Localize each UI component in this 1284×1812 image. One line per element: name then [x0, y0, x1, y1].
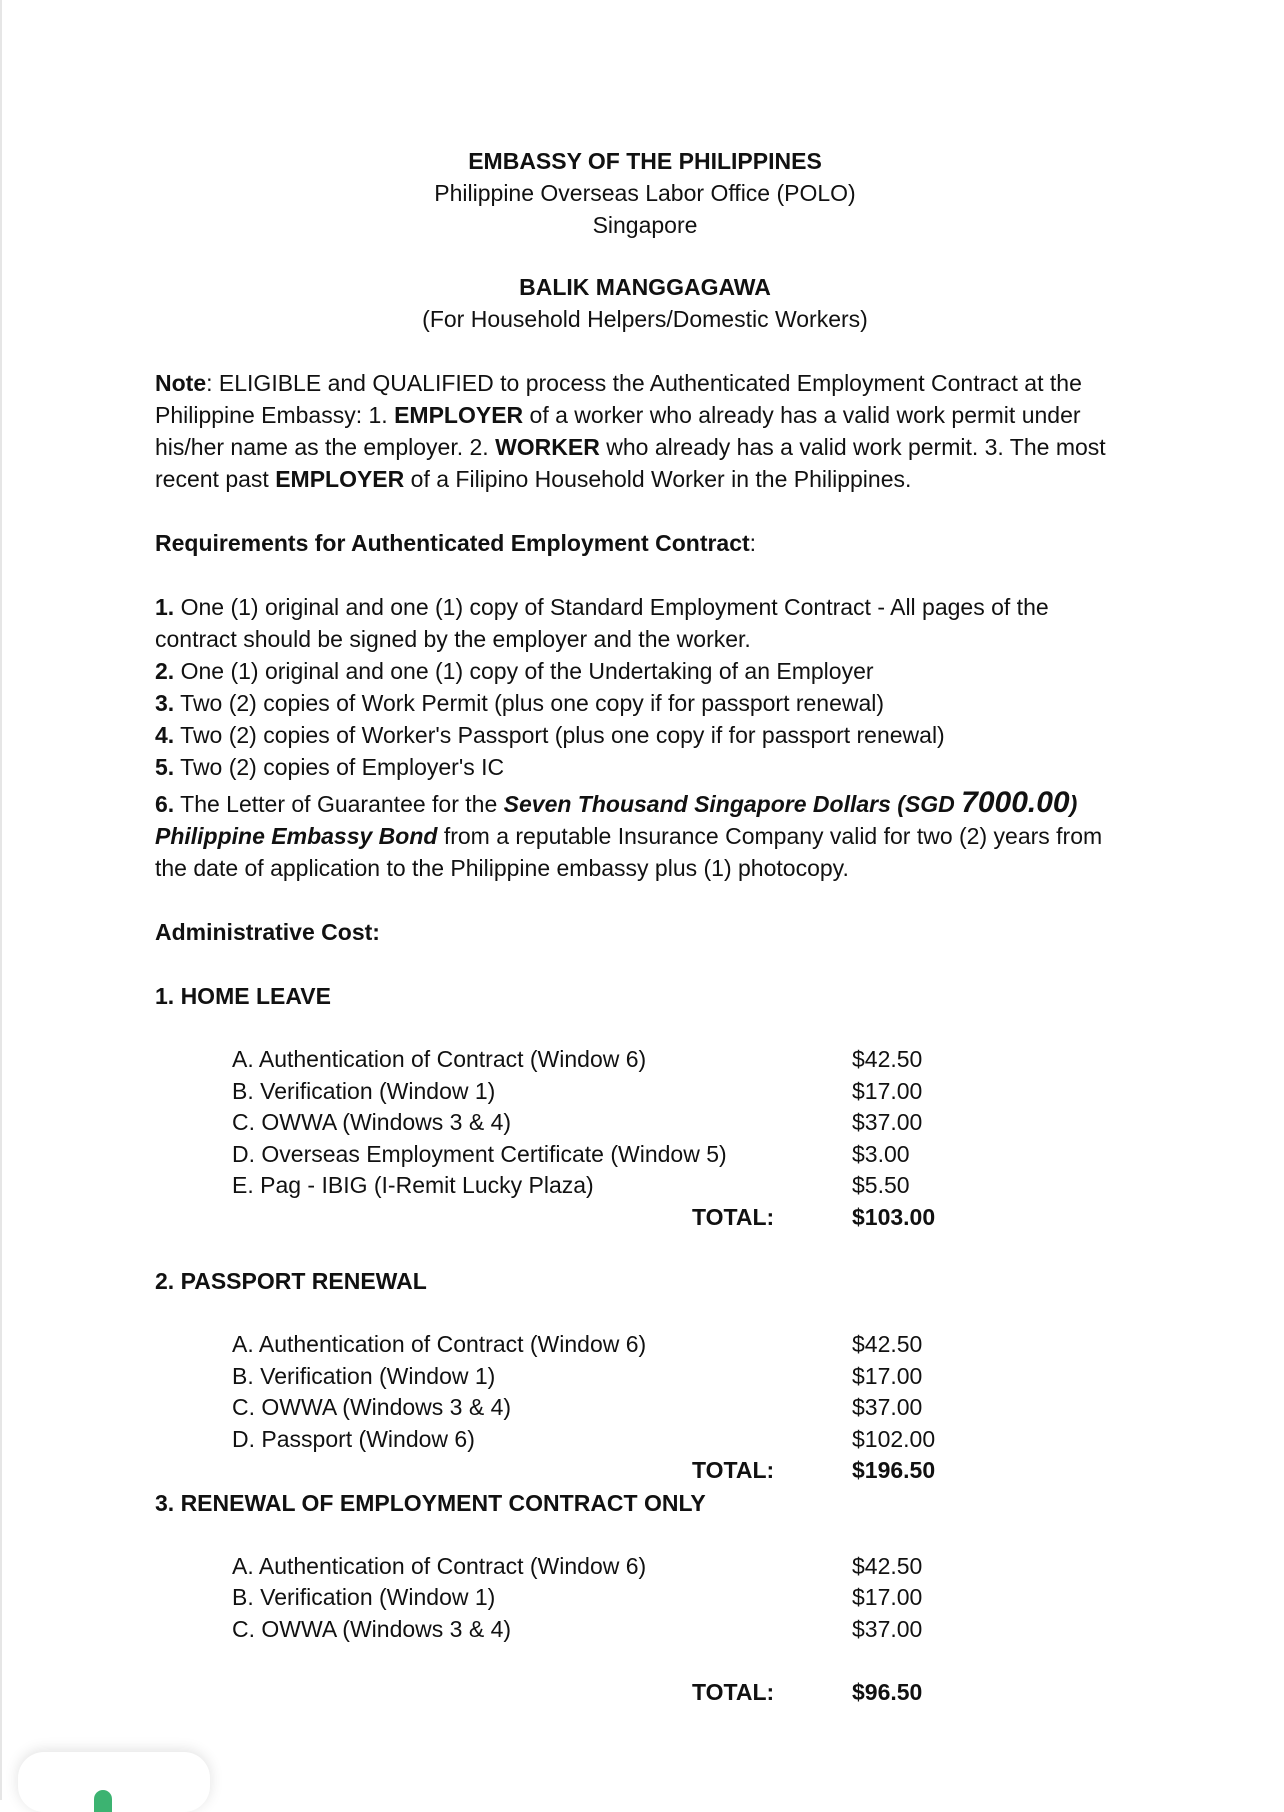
table-row	[232, 1361, 1012, 1393]
total-label: TOTAL:	[692, 1203, 775, 1230]
cost-amount: $102.00	[852, 1425, 936, 1452]
table-row	[232, 1551, 1012, 1583]
note-worker: WORKER	[495, 434, 600, 460]
cost-amount: $17.00	[852, 1077, 923, 1104]
list-item	[155, 751, 1135, 783]
table-row	[232, 1107, 1012, 1139]
city-name: Singapore	[592, 212, 698, 238]
total-amount: $103.00	[852, 1203, 936, 1230]
item-number: 5.	[155, 754, 175, 780]
list-item	[155, 687, 1135, 719]
cost-amount: $3.00	[852, 1140, 910, 1167]
note-text: of a Filipino Household Worker in the Philippines.	[404, 466, 912, 492]
item-number: 2.	[155, 658, 175, 684]
item-text: Two (2) copies of Worker's Passport (plus one copy if for passport renewal)	[174, 722, 945, 748]
table-row	[232, 1614, 1012, 1646]
cost-label: C. OWWA (Windows 3 & 4)	[232, 1109, 512, 1135]
table-row	[232, 1329, 1012, 1361]
item-number: 3.	[155, 690, 175, 716]
note-employer: EMPLOYER	[275, 466, 405, 492]
cost-amount: $42.50	[852, 1331, 923, 1357]
item-text: One (1) original and one (1) copy of the Undertaking of an Employer	[174, 658, 874, 684]
note-text: who already has a valid work permit. 3. The most recent past	[155, 434, 1106, 492]
table-row	[232, 1424, 1012, 1456]
cost-label: A. Authentication of Contract (Window 6)	[232, 1552, 647, 1579]
page-edge	[0, 0, 2, 1800]
bond-amount: 7000.00	[961, 786, 1070, 819]
cost-label: E. Pag - IBIG (I-Remit Lucky Plaza)	[232, 1172, 594, 1198]
cost-table	[232, 1044, 1012, 1233]
cost-amount: $37.00	[852, 1615, 923, 1642]
program-title: BALIK MANGGAGAWA	[519, 274, 771, 300]
cost-label: B. Verification (Window 1)	[232, 1077, 496, 1104]
requirements-heading-text: Requirements for Authenticated Employment Contract	[155, 530, 750, 556]
section-title: 3. RENEWAL OF EMPLOYMENT CONTRACT ONLY	[155, 1489, 706, 1516]
table-row	[232, 1392, 1012, 1424]
bond-amount-close: )	[1069, 791, 1078, 817]
app-logo-icon	[94, 1790, 112, 1812]
note-label: Note	[155, 370, 207, 396]
floating-chat-button[interactable]	[18, 1752, 210, 1812]
list-item	[155, 719, 1135, 751]
cost-amount: $42.50	[852, 1046, 923, 1072]
total-label: TOTAL:	[692, 1678, 775, 1705]
cost-label: A. Authentication of Contract (Window 6)	[232, 1331, 647, 1357]
admin-cost-heading: Administrative Cost:	[155, 919, 380, 945]
list-item	[155, 591, 1135, 655]
item-number: 4.	[155, 722, 175, 748]
requirements-list	[155, 591, 1135, 884]
total-row	[232, 1455, 1012, 1487]
cost-label: C. OWWA (Windows 3 & 4)	[232, 1615, 512, 1642]
cost-label: B. Verification (Window 1)	[232, 1584, 496, 1610]
item-text: Two (2) copies of Work Permit (plus one copy if for passport renewal)	[174, 690, 885, 716]
cost-table	[232, 1329, 1012, 1487]
table-row	[232, 1044, 1012, 1076]
cost-amount: $37.00	[852, 1394, 923, 1420]
note-text: of a worker who already has a valid work permit under his/her name as the employer. 2.	[155, 402, 1081, 460]
requirements-heading	[155, 527, 1135, 559]
section-title: 1. HOME LEAVE	[155, 983, 331, 1009]
cost-amount: $42.50	[852, 1552, 923, 1579]
total-row	[232, 1202, 1012, 1234]
document-header	[155, 145, 1135, 335]
total-label: TOTAL:	[692, 1457, 775, 1483]
embassy-title: EMBASSY OF THE PHILIPPINES	[468, 148, 822, 174]
cost-table	[232, 1551, 1012, 1709]
table-row	[232, 1170, 1012, 1202]
table-row	[232, 1076, 1012, 1108]
total-row	[232, 1677, 1012, 1709]
cost-amount: $5.50	[852, 1172, 910, 1198]
total-amount: $96.50	[852, 1678, 923, 1705]
eligibility-note	[155, 367, 1135, 495]
bond-amount-text: Seven Thousand Singapore Dollars (SGD	[503, 791, 962, 817]
program-audience: (For Household Helpers/Domestic Workers)	[422, 306, 868, 332]
cost-label: D. Overseas Employment Certificate (Window 5)	[232, 1140, 727, 1167]
item-number: 1.	[155, 594, 175, 620]
cost-label: C. OWWA (Windows 3 & 4)	[232, 1394, 512, 1420]
note-text: : ELIGIBLE and QUALIFIED to process the Authenticated Employment Contract at the Philippine Embassy: 1.	[155, 370, 1082, 428]
cost-amount: $17.00	[852, 1584, 923, 1610]
list-item	[155, 655, 1135, 687]
requirements-heading-colon: :	[749, 530, 757, 556]
total-amount: $196.50	[852, 1457, 936, 1483]
list-item	[155, 787, 1135, 884]
cost-amount: $17.00	[852, 1362, 923, 1389]
item-number: 6.	[155, 791, 175, 817]
cost-amount: $37.00	[852, 1109, 923, 1135]
bond-name: Philippine Embassy Bond	[155, 823, 438, 849]
cost-label: A. Authentication of Contract (Window 6)	[232, 1046, 647, 1072]
table-row	[232, 1139, 1012, 1171]
table-row	[232, 1582, 1012, 1614]
item-text: Two (2) copies of Employer's IC	[174, 754, 505, 780]
section-title: 2. PASSPORT RENEWAL	[155, 1268, 427, 1294]
item-text: from a reputable Insurance Company valid for two (2) years from the date of application to the Philippine embassy plus (1) photocopy.	[155, 823, 1103, 881]
document-page	[155, 145, 1135, 1708]
cost-label: D. Passport (Window 6)	[232, 1425, 475, 1452]
item-text: The Letter of Guarantee for the	[174, 791, 504, 817]
item-text: One (1) original and one (1) copy of Standard Employment Contract - All pages of the contract should be signed by the employer and the worker.	[155, 594, 1049, 652]
office-name: Philippine Overseas Labor Office (POLO)	[434, 180, 856, 206]
note-employer: EMPLOYER	[394, 402, 524, 428]
cost-label: B. Verification (Window 1)	[232, 1362, 496, 1389]
